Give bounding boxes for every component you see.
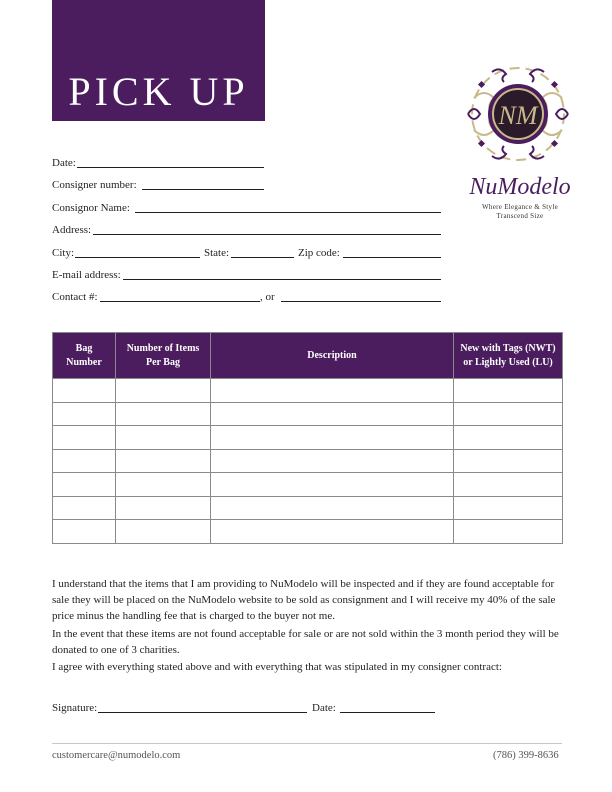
table-row (53, 473, 563, 497)
bag-number-cell[interactable] (53, 426, 116, 450)
items-count-cell[interactable] (116, 379, 211, 403)
footer-phone: (786) 399-8636 (493, 750, 559, 761)
table-header-row (53, 333, 563, 379)
brand-tagline (446, 203, 594, 221)
condition-cell[interactable] (454, 496, 563, 520)
consignor-name-label: Consignor Name: (52, 202, 130, 214)
zip-field[interactable] (343, 257, 441, 258)
description-cell[interactable] (211, 496, 454, 520)
condition-cell[interactable] (454, 449, 563, 473)
contact-label: Contact #: (52, 291, 98, 303)
contact-field-primary[interactable] (100, 301, 260, 302)
description-cell[interactable] (211, 402, 454, 426)
email-field[interactable] (123, 279, 441, 280)
terms-paragraph-2: In the event that these items are not found acceptable for sale or are not sold within the 3 month period they will be donated to one of 3 charities. (52, 628, 559, 656)
description-cell[interactable] (211, 520, 454, 544)
description-cell[interactable] (211, 473, 454, 497)
bag-items-table (52, 332, 563, 544)
logo-monogram: NM (498, 101, 538, 130)
consigner-number-label: Consigner number: (52, 179, 137, 191)
bag-number-cell[interactable] (53, 402, 116, 426)
header-bag-number: Bag Number (53, 333, 116, 379)
page-title: PICK UP (68, 69, 249, 114)
date-label: Date: (52, 157, 76, 169)
bag-number-cell[interactable] (53, 473, 116, 497)
condition-cell[interactable] (454, 426, 563, 450)
items-count-cell[interactable] (116, 426, 211, 450)
condition-cell[interactable] (454, 402, 563, 426)
condition-cell[interactable] (454, 379, 563, 403)
bag-number-cell[interactable] (53, 379, 116, 403)
numodelo-logo (462, 58, 574, 170)
footer-email: customercare@numodelo.com (52, 750, 181, 761)
header-condition: New with Tags (NWT) or Lightly Used (LU) (454, 333, 563, 379)
state-label: State: (204, 247, 230, 259)
description-cell[interactable] (211, 426, 454, 450)
brand-name: NuModelo (469, 174, 571, 200)
city-field[interactable] (75, 257, 200, 258)
signature-date-field[interactable] (340, 712, 435, 713)
consigner-number-field[interactable] (142, 189, 264, 190)
signature-field[interactable] (98, 712, 307, 713)
address-label: Address: (52, 224, 92, 236)
header-description: Description (211, 333, 454, 379)
footer-divider (52, 743, 562, 744)
items-count-cell[interactable] (116, 449, 211, 473)
zip-label: Zip code: (298, 247, 340, 259)
bag-number-cell[interactable] (53, 449, 116, 473)
table-row (53, 426, 563, 450)
items-count-cell[interactable] (116, 520, 211, 544)
table-row (53, 520, 563, 544)
bag-number-cell[interactable] (53, 520, 116, 544)
table-row (53, 379, 563, 403)
email-label: E-mail address: (52, 269, 121, 281)
items-count-cell[interactable] (116, 402, 211, 426)
header-number-of-items: Number of Items Per Bag (116, 333, 211, 379)
items-count-cell[interactable] (116, 496, 211, 520)
state-field[interactable] (231, 257, 294, 258)
terms-paragraph-3: I agree with everything stated above and with everything that was stipulated in my consigner contract: (52, 661, 502, 673)
contact-field-alternate[interactable] (281, 301, 441, 302)
description-cell[interactable] (211, 379, 454, 403)
city-label: City: (52, 247, 75, 259)
table-row (53, 449, 563, 473)
tagline-line-2: Transcend Size (496, 212, 544, 220)
address-field[interactable] (93, 234, 441, 235)
contact-or-label: , or (260, 291, 275, 303)
consignor-name-field[interactable] (135, 212, 441, 213)
signature-label: Signature: (52, 702, 98, 714)
condition-cell[interactable] (454, 473, 563, 497)
tagline-line-1: Where Elegance & Style (482, 203, 558, 211)
title-banner (52, 0, 265, 121)
date-field[interactable] (77, 167, 264, 168)
bag-number-cell[interactable] (53, 496, 116, 520)
terms-paragraph-1: I understand that the items that I am providing to NuModelo will be inspected and if they are found acceptable for sale they will be placed on the NuModelo website to be sold as consignment and I will receive my 40% of the sale price minus the handling fee that is charged to the buyer not me. (52, 578, 556, 622)
table-row (53, 402, 563, 426)
description-cell[interactable] (211, 449, 454, 473)
condition-cell[interactable] (454, 520, 563, 544)
table-row (53, 496, 563, 520)
signature-date-label: Date: (312, 702, 336, 714)
items-count-cell[interactable] (116, 473, 211, 497)
